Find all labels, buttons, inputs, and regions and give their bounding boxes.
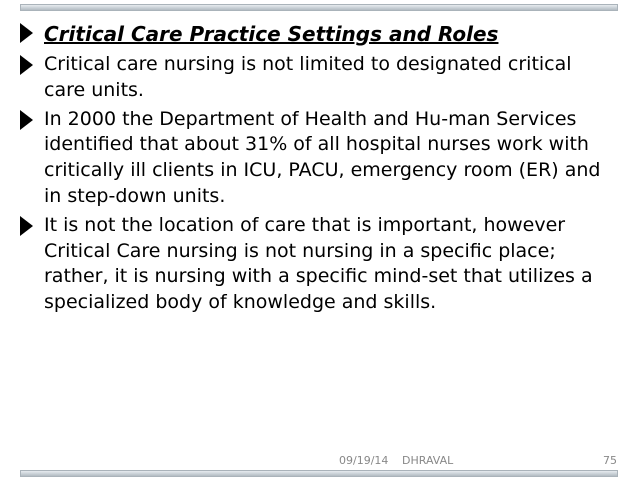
title-row bbox=[12, 20, 612, 49]
bullet-arrow-icon bbox=[20, 55, 33, 75]
slide-title: Critical Care Practice Settings and Roles bbox=[44, 22, 499, 46]
bullet-item bbox=[12, 213, 612, 316]
page-number: 75 bbox=[603, 454, 617, 467]
bullet-item bbox=[12, 107, 612, 210]
bullet-arrow-icon bbox=[20, 23, 33, 43]
bullet-arrow-icon bbox=[20, 110, 33, 130]
slide-content bbox=[12, 20, 612, 316]
bullet-text: It is not the location of care that is important, however Critical Care nursing is not nursing in a specific place; rather, it is nursing with a specific mind-set that utilizes a specialized body of knowledge and skills. bbox=[44, 213, 593, 314]
top-border-bar bbox=[20, 4, 618, 11]
bullet-text: Critical care nursing is not limited to designated critical care units. bbox=[44, 53, 572, 101]
bullet-item bbox=[12, 52, 612, 104]
footer-author: DHRAVAL bbox=[402, 454, 454, 467]
bottom-border-bar bbox=[20, 470, 618, 477]
bullet-arrow-icon bbox=[20, 216, 33, 236]
bullet-text: In 2000 the Department of Health and Hu-man Services identified that about 31% of all hospital nurses work with critically ill clients in ICU, PACU, emergency room (ER) and in step-down units. bbox=[44, 107, 601, 207]
footer-date: 09/19/14 bbox=[339, 454, 389, 467]
